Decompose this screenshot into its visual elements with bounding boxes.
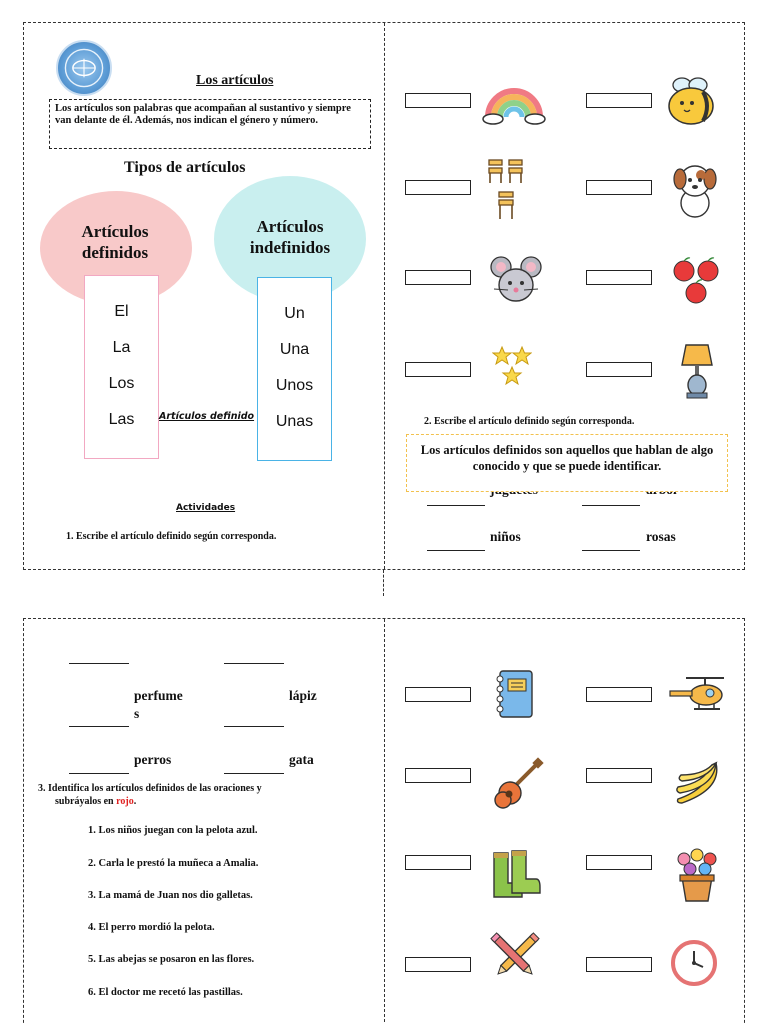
definition-callout: Los artículos definidos son aquellos que hablan de algo conocido y que se puede identificar. <box>406 434 728 492</box>
blank-line-perros[interactable] <box>69 773 129 774</box>
chairs-icon <box>486 157 526 223</box>
sentence-1: 1. Los niños juegan con la pelota azul. <box>88 825 258 836</box>
sentence-6: 6. El doctor me recetó las pastillas. <box>88 987 243 998</box>
red-word: rojo <box>116 796 134 807</box>
blank-line-ninos[interactable] <box>427 550 485 551</box>
notebook-icon <box>494 669 536 719</box>
answer-box-helicopter[interactable] <box>586 687 652 702</box>
answer-box-chairs[interactable] <box>405 180 471 195</box>
pencils-icon <box>490 931 540 983</box>
answer-box-flower-pot[interactable] <box>586 855 652 870</box>
word-gata: gata <box>289 752 314 767</box>
connector-label: Artículos definido <box>159 411 255 422</box>
blank-line-juguetes[interactable] <box>427 505 485 506</box>
blank-line-lapiz[interactable] <box>224 726 284 727</box>
answer-box-bee[interactable] <box>586 93 652 108</box>
word-lapiz: lápiz <box>289 688 317 703</box>
worksheet-page-2 <box>23 618 745 1024</box>
mouse-icon <box>490 255 542 303</box>
activities-heading: Actividades <box>176 503 236 513</box>
word-perfume: perfume <box>134 688 183 703</box>
activity-2-instruction: 2. Escribe el artículo definido según corresponda. <box>424 416 635 427</box>
definidos-list <box>84 275 159 459</box>
answer-box-lamp[interactable] <box>586 362 652 377</box>
page-fold-line-2 <box>384 619 385 1024</box>
clock-icon <box>670 939 718 987</box>
definidos-label-line1: Artículos <box>81 222 149 241</box>
lamp-icon <box>680 343 714 399</box>
article-una: Una <box>279 341 310 358</box>
word-rosas: rosas <box>646 529 676 544</box>
bananas-icon <box>672 759 724 809</box>
article-el: El <box>114 303 129 320</box>
article-unos: Unos <box>275 377 314 394</box>
word-perros: perros <box>134 752 172 767</box>
blank-line-top-2[interactable] <box>224 663 284 664</box>
activity-3-line-1: 3. Identifica los artículos definidos de las oraciones y <box>38 783 262 794</box>
blank-line-rosas[interactable] <box>582 550 640 551</box>
guitar-icon <box>490 757 544 811</box>
worksheet-page-1 <box>23 22 745 570</box>
blank-line-top-1[interactable] <box>69 663 129 664</box>
answer-box-guitar[interactable] <box>405 768 471 783</box>
activity-1-instruction: 1. Escribe el artículo definido según corresponda. <box>66 531 277 542</box>
answer-box-apples[interactable] <box>586 270 652 285</box>
activity-3-line-2 <box>55 796 136 807</box>
word-perfume-s: s <box>134 706 140 721</box>
page-title: Los artículos <box>196 73 274 88</box>
school-logo <box>56 40 112 96</box>
answer-box-notebook[interactable] <box>405 687 471 702</box>
indefinidos-label <box>220 216 360 258</box>
activity-3-text: subráyalos en <box>55 796 117 807</box>
answer-box-boots[interactable] <box>405 855 471 870</box>
helicopter-icon <box>666 673 726 715</box>
answer-box-bananas[interactable] <box>586 768 652 783</box>
page-gap-fold-line <box>383 570 384 596</box>
indefinidos-label-line2: indefinidos <box>249 238 331 257</box>
sentence-2: 2. Carla le prestó la muñeca a Amalia. <box>88 858 259 869</box>
indefinidos-list <box>257 277 332 461</box>
stars-icon <box>492 345 532 389</box>
rainbow-icon <box>482 79 546 125</box>
answer-box-rainbow[interactable] <box>405 93 471 108</box>
answer-box-clock[interactable] <box>586 957 652 972</box>
flower-pot-icon <box>672 847 722 903</box>
answer-box-mouse[interactable] <box>405 270 471 285</box>
blank-line-gata[interactable] <box>224 773 284 774</box>
indefinidos-label-line1: Artículos <box>256 217 324 236</box>
sentence-3: 3. La mamá de Juan nos dio galletas. <box>88 890 253 901</box>
sentence-4: 4. El perro mordió la pelota. <box>88 922 215 933</box>
word-ninos: niños <box>490 529 521 544</box>
answer-box-stars[interactable] <box>405 362 471 377</box>
answer-box-dog[interactable] <box>586 180 652 195</box>
blank-line-perfumes[interactable] <box>69 726 129 727</box>
activity-3-period: . <box>133 796 137 807</box>
page-fold-line <box>384 23 385 569</box>
article-unas: Unas <box>275 413 314 430</box>
definition-box: Los artículos son palabras que acompañan al sustantivo y siempre van delante de él. Además, nos indican el género y número. <box>49 99 371 149</box>
article-un: Un <box>284 305 305 322</box>
article-las: Las <box>108 411 135 428</box>
bee-icon <box>664 75 718 127</box>
sentence-5: 5. Las abejas se posaron en las flores. <box>88 954 255 965</box>
blank-line-arbol[interactable] <box>582 505 640 506</box>
article-los: Los <box>108 375 135 392</box>
answer-box-pencils[interactable] <box>405 957 471 972</box>
types-heading: Tipos de artículos <box>124 159 246 176</box>
dog-icon <box>672 161 718 219</box>
apples-icon <box>672 255 720 307</box>
definidos-label-line2: definidos <box>81 243 149 262</box>
boots-icon <box>490 849 542 903</box>
definidos-label <box>56 221 174 263</box>
article-la: La <box>112 339 131 356</box>
